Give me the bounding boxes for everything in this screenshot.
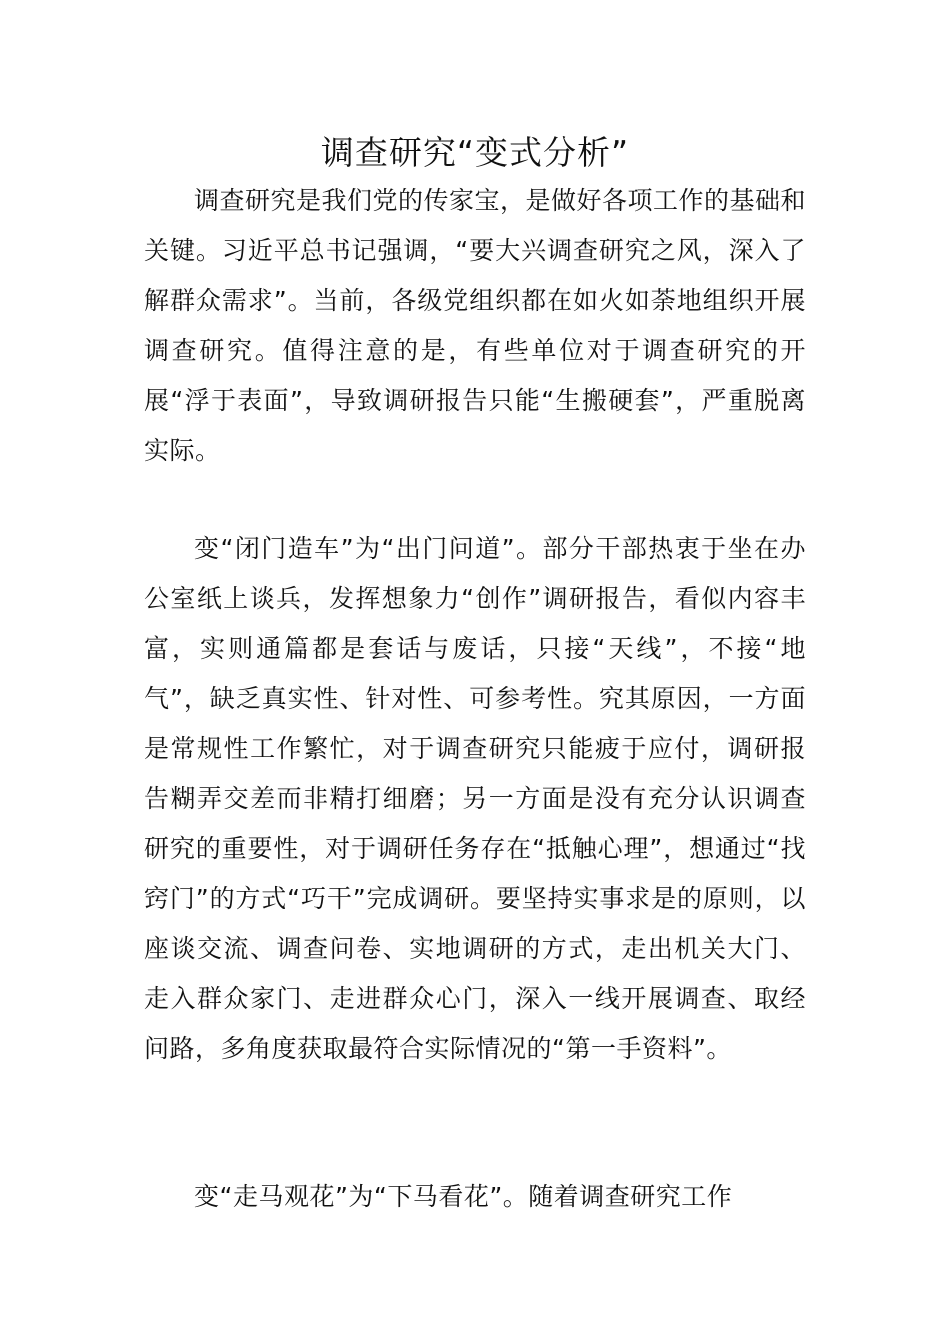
paragraph-dismount: 变“走马观花”为“下马看花”。随着调查研究工作: [194, 1182, 733, 1211]
paragraph-intro: 调查研究是我们党的传家宝，是做好各项工作的基础和关键。习近平总书记强调，“要大兴调查研究之风，深入了解群众需求”。当前，各级党组织都在如火如荼地组织开展调查研究。值得注意的是，有些单位对于调查研究的开展“浮于表面”，导致调研报告只能“生搬硬套”，严重脱离实际。: [144, 186, 807, 465]
document-title: 调查研究“变式分析”: [320, 133, 630, 172]
paragraph-closed-door: 变“闭门造车”为“出门问道”。部分干部热衷于坐在办公室纸上谈兵，发挥想象力“创作”调研报告，看似内容丰富，实则通篇都是套话与废话，只接“天线”，不接“地气”，缺乏真实性、针对性、可参考性。究其原因，一方面是常规性工作繁忙，对于调查研究只能疲于应付，调研报告糊弄交差而非精打细磨；另一方面是没有充分认识调查研究的重要性，对于调研任务存在“抵触心理”，想通过“找窍门”的方式“巧干”完成调研。要坚持实事求是的原则，以座谈交流、调查问卷、实地调研的方式，走出机关大门、走入群众家门、走进群众心门，深入一线开展调查、取经问路，多角度获取最符合实际情况的“第一手资料”。: [144, 534, 806, 1063]
